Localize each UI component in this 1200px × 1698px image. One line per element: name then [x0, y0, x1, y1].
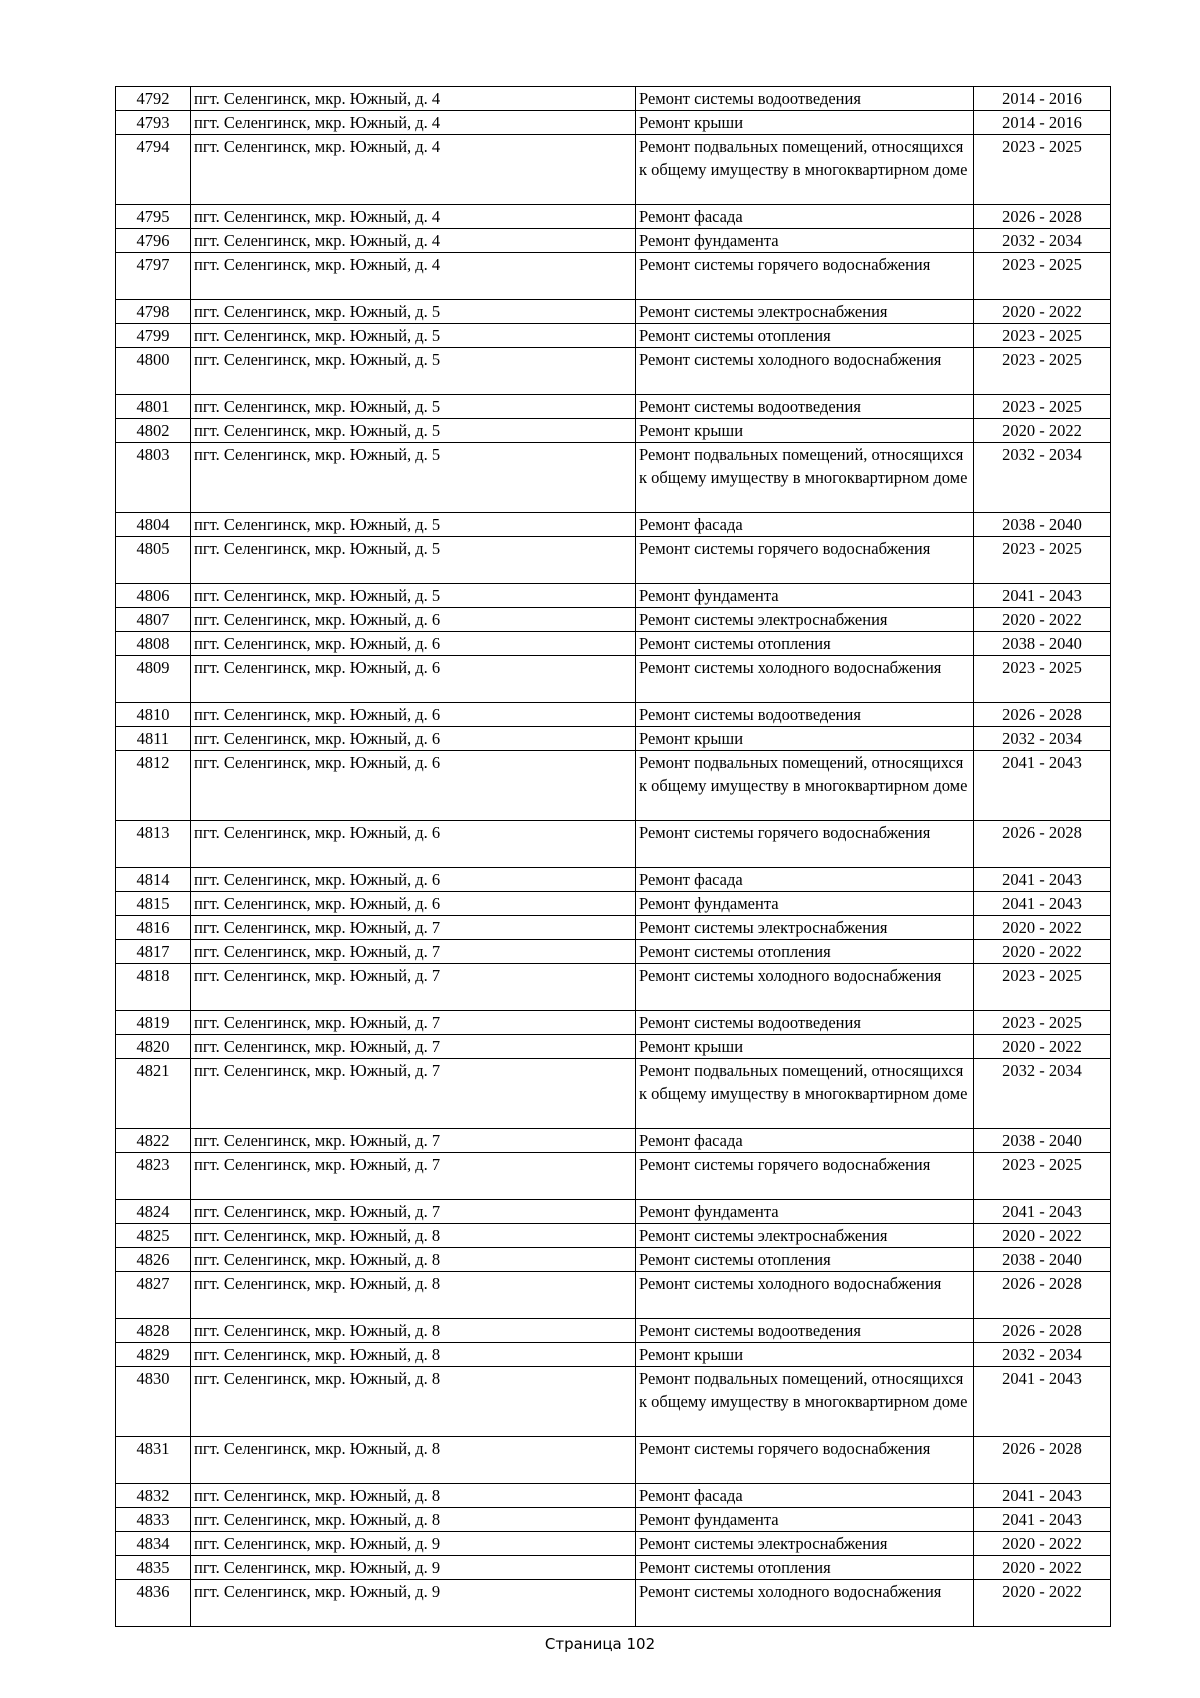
row-number-cell: 4812 — [116, 751, 191, 821]
table-row — [116, 964, 1111, 1011]
row-number-cell: 4834 — [116, 1532, 191, 1556]
row-number-cell: 4792 — [116, 87, 191, 111]
address-cell: пгт. Селенгинск, мкр. Южный, д. 6 — [191, 703, 636, 727]
address-cell: пгт. Селенгинск, мкр. Южный, д. 7 — [191, 1129, 636, 1153]
table-row — [116, 253, 1111, 300]
repair-schedule-table — [115, 86, 1111, 1627]
row-number-cell: 4800 — [116, 348, 191, 395]
period-cell: 2026 - 2028 — [974, 703, 1111, 727]
work-type-cell: Ремонт системы холодного водоснабжения — [636, 1272, 974, 1319]
row-number-cell: 4827 — [116, 1272, 191, 1319]
table-row — [116, 1580, 1111, 1627]
row-number-cell: 4831 — [116, 1437, 191, 1484]
work-type-cell: Ремонт системы горячего водоснабжения — [636, 253, 974, 300]
period-cell: 2038 - 2040 — [974, 1129, 1111, 1153]
row-number-cell: 4810 — [116, 703, 191, 727]
work-type-cell: Ремонт системы электроснабжения — [636, 300, 974, 324]
row-number-cell: 4817 — [116, 940, 191, 964]
work-type-cell: Ремонт системы отопления — [636, 1556, 974, 1580]
work-type-cell: Ремонт системы холодного водоснабжения — [636, 1580, 974, 1627]
period-cell: 2032 - 2034 — [974, 1343, 1111, 1367]
table-row — [116, 821, 1111, 868]
table-row — [116, 229, 1111, 253]
row-number-cell: 4836 — [116, 1580, 191, 1627]
table-row — [116, 300, 1111, 324]
work-type-cell: Ремонт системы отопления — [636, 632, 974, 656]
table-row — [116, 111, 1111, 135]
period-cell: 2020 - 2022 — [974, 940, 1111, 964]
address-cell: пгт. Селенгинск, мкр. Южный, д. 8 — [191, 1319, 636, 1343]
address-cell: пгт. Селенгинск, мкр. Южный, д. 4 — [191, 229, 636, 253]
table-row — [116, 727, 1111, 751]
address-cell: пгт. Селенгинск, мкр. Южный, д. 4 — [191, 253, 636, 300]
table-row — [116, 205, 1111, 229]
work-type-cell: Ремонт фасада — [636, 205, 974, 229]
work-type-cell: Ремонт фасада — [636, 1484, 974, 1508]
address-cell: пгт. Селенгинск, мкр. Южный, д. 6 — [191, 632, 636, 656]
table-row — [116, 1437, 1111, 1484]
period-cell: 2023 - 2025 — [974, 656, 1111, 703]
table-row — [116, 1508, 1111, 1532]
work-type-cell: Ремонт системы электроснабжения — [636, 1224, 974, 1248]
row-number-cell: 4804 — [116, 513, 191, 537]
row-number-cell: 4832 — [116, 1484, 191, 1508]
row-number-cell: 4824 — [116, 1200, 191, 1224]
table-row — [116, 703, 1111, 727]
period-cell: 2032 - 2034 — [974, 229, 1111, 253]
row-number-cell: 4816 — [116, 916, 191, 940]
table-row — [116, 324, 1111, 348]
address-cell: пгт. Селенгинск, мкр. Южный, д. 7 — [191, 1059, 636, 1129]
period-cell: 2023 - 2025 — [974, 537, 1111, 584]
row-number-cell: 4821 — [116, 1059, 191, 1129]
address-cell: пгт. Селенгинск, мкр. Южный, д. 4 — [191, 205, 636, 229]
period-cell: 2023 - 2025 — [974, 1011, 1111, 1035]
table-row — [116, 916, 1111, 940]
period-cell: 2020 - 2022 — [974, 1224, 1111, 1248]
row-number-cell: 4818 — [116, 964, 191, 1011]
address-cell: пгт. Селенгинск, мкр. Южный, д. 8 — [191, 1367, 636, 1437]
address-cell: пгт. Селенгинск, мкр. Южный, д. 4 — [191, 111, 636, 135]
row-number-cell: 4835 — [116, 1556, 191, 1580]
table-row — [116, 1248, 1111, 1272]
work-type-cell: Ремонт подвальных помещений, относящихся к общему имуществу в многоквартирном доме — [636, 1367, 974, 1437]
row-number-cell: 4825 — [116, 1224, 191, 1248]
work-type-cell: Ремонт системы электроснабжения — [636, 916, 974, 940]
table-row — [116, 1129, 1111, 1153]
address-cell: пгт. Селенгинск, мкр. Южный, д. 6 — [191, 727, 636, 751]
period-cell: 2023 - 2025 — [974, 348, 1111, 395]
work-type-cell: Ремонт крыши — [636, 1035, 974, 1059]
period-cell: 2038 - 2040 — [974, 632, 1111, 656]
row-number-cell: 4794 — [116, 135, 191, 205]
row-number-cell: 4805 — [116, 537, 191, 584]
address-cell: пгт. Селенгинск, мкр. Южный, д. 7 — [191, 916, 636, 940]
address-cell: пгт. Селенгинск, мкр. Южный, д. 6 — [191, 868, 636, 892]
address-cell: пгт. Селенгинск, мкр. Южный, д. 8 — [191, 1272, 636, 1319]
work-type-cell: Ремонт фасада — [636, 1129, 974, 1153]
row-number-cell: 4801 — [116, 395, 191, 419]
table-row — [116, 1367, 1111, 1437]
table-row — [116, 1035, 1111, 1059]
period-cell: 2020 - 2022 — [974, 608, 1111, 632]
address-cell: пгт. Селенгинск, мкр. Южный, д. 5 — [191, 513, 636, 537]
address-cell: пгт. Селенгинск, мкр. Южный, д. 8 — [191, 1484, 636, 1508]
row-number-cell: 4797 — [116, 253, 191, 300]
work-type-cell: Ремонт системы электроснабжения — [636, 608, 974, 632]
period-cell: 2020 - 2022 — [974, 1580, 1111, 1627]
row-number-cell: 4814 — [116, 868, 191, 892]
row-number-cell: 4828 — [116, 1319, 191, 1343]
address-cell: пгт. Селенгинск, мкр. Южный, д. 7 — [191, 1011, 636, 1035]
table-row — [116, 940, 1111, 964]
address-cell: пгт. Селенгинск, мкр. Южный, д. 6 — [191, 751, 636, 821]
row-number-cell: 4822 — [116, 1129, 191, 1153]
row-number-cell: 4820 — [116, 1035, 191, 1059]
row-number-cell: 4808 — [116, 632, 191, 656]
address-cell: пгт. Селенгинск, мкр. Южный, д. 7 — [191, 964, 636, 1011]
table-row — [116, 868, 1111, 892]
work-type-cell: Ремонт системы горячего водоснабжения — [636, 537, 974, 584]
row-number-cell: 4798 — [116, 300, 191, 324]
work-type-cell: Ремонт системы холодного водоснабжения — [636, 656, 974, 703]
period-cell: 2020 - 2022 — [974, 1556, 1111, 1580]
period-cell: 2041 - 2043 — [974, 1484, 1111, 1508]
address-cell: пгт. Селенгинск, мкр. Южный, д. 5 — [191, 443, 636, 513]
work-type-cell: Ремонт системы электроснабжения — [636, 1532, 974, 1556]
work-type-cell: Ремонт фундамента — [636, 229, 974, 253]
work-type-cell: Ремонт системы водоотведения — [636, 87, 974, 111]
table-row — [116, 1224, 1111, 1248]
table-row — [116, 608, 1111, 632]
row-number-cell: 4823 — [116, 1153, 191, 1200]
work-type-cell: Ремонт системы отопления — [636, 1248, 974, 1272]
table-row — [116, 1059, 1111, 1129]
address-cell: пгт. Селенгинск, мкр. Южный, д. 5 — [191, 537, 636, 584]
table-row — [116, 751, 1111, 821]
row-number-cell: 4811 — [116, 727, 191, 751]
period-cell: 2026 - 2028 — [974, 821, 1111, 868]
period-cell: 2032 - 2034 — [974, 1059, 1111, 1129]
work-type-cell: Ремонт системы водоотведения — [636, 1319, 974, 1343]
address-cell: пгт. Селенгинск, мкр. Южный, д. 4 — [191, 135, 636, 205]
period-cell: 2038 - 2040 — [974, 1248, 1111, 1272]
address-cell: пгт. Селенгинск, мкр. Южный, д. 7 — [191, 940, 636, 964]
period-cell: 2041 - 2043 — [974, 892, 1111, 916]
period-cell: 2020 - 2022 — [974, 916, 1111, 940]
table-row — [116, 395, 1111, 419]
work-type-cell: Ремонт системы водоотведения — [636, 703, 974, 727]
period-cell: 2023 - 2025 — [974, 395, 1111, 419]
table-row — [116, 1153, 1111, 1200]
address-cell: пгт. Селенгинск, мкр. Южный, д. 5 — [191, 300, 636, 324]
table-row — [116, 656, 1111, 703]
row-number-cell: 4809 — [116, 656, 191, 703]
address-cell: пгт. Селенгинск, мкр. Южный, д. 8 — [191, 1343, 636, 1367]
table-row — [116, 1200, 1111, 1224]
address-cell: пгт. Селенгинск, мкр. Южный, д. 7 — [191, 1200, 636, 1224]
table-row — [116, 443, 1111, 513]
table-row — [116, 1556, 1111, 1580]
row-number-cell: 4819 — [116, 1011, 191, 1035]
table-row — [116, 1532, 1111, 1556]
row-number-cell: 4793 — [116, 111, 191, 135]
period-cell: 2041 - 2043 — [974, 1367, 1111, 1437]
address-cell: пгт. Селенгинск, мкр. Южный, д. 4 — [191, 87, 636, 111]
address-cell: пгт. Селенгинск, мкр. Южный, д. 9 — [191, 1556, 636, 1580]
period-cell: 2020 - 2022 — [974, 300, 1111, 324]
row-number-cell: 4802 — [116, 419, 191, 443]
table-row — [116, 87, 1111, 111]
period-cell: 2041 - 2043 — [974, 1508, 1111, 1532]
work-type-cell: Ремонт фундамента — [636, 1508, 974, 1532]
period-cell: 2014 - 2016 — [974, 87, 1111, 111]
period-cell: 2041 - 2043 — [974, 868, 1111, 892]
period-cell: 2023 - 2025 — [974, 964, 1111, 1011]
row-number-cell: 4829 — [116, 1343, 191, 1367]
work-type-cell: Ремонт подвальных помещений, относящихся к общему имуществу в многоквартирном доме — [636, 443, 974, 513]
table-row — [116, 892, 1111, 916]
work-type-cell: Ремонт системы водоотведения — [636, 1011, 974, 1035]
period-cell: 2020 - 2022 — [974, 419, 1111, 443]
period-cell: 2023 - 2025 — [974, 253, 1111, 300]
address-cell: пгт. Селенгинск, мкр. Южный, д. 9 — [191, 1580, 636, 1627]
work-type-cell: Ремонт крыши — [636, 1343, 974, 1367]
work-type-cell: Ремонт фундамента — [636, 1200, 974, 1224]
work-type-cell: Ремонт системы горячего водоснабжения — [636, 1153, 974, 1200]
period-cell: 2041 - 2043 — [974, 584, 1111, 608]
work-type-cell: Ремонт крыши — [636, 419, 974, 443]
work-type-cell: Ремонт системы горячего водоснабжения — [636, 821, 974, 868]
table-row — [116, 1343, 1111, 1367]
table-row — [116, 1011, 1111, 1035]
period-cell: 2023 - 2025 — [974, 135, 1111, 205]
table-body — [116, 87, 1111, 1627]
period-cell: 2026 - 2028 — [974, 205, 1111, 229]
address-cell: пгт. Селенгинск, мкр. Южный, д. 8 — [191, 1248, 636, 1272]
table-row — [116, 1272, 1111, 1319]
address-cell: пгт. Селенгинск, мкр. Южный, д. 6 — [191, 656, 636, 703]
work-type-cell: Ремонт фасада — [636, 513, 974, 537]
address-cell: пгт. Селенгинск, мкр. Южный, д. 5 — [191, 348, 636, 395]
row-number-cell: 4795 — [116, 205, 191, 229]
table-row — [116, 348, 1111, 395]
work-type-cell: Ремонт системы горячего водоснабжения — [636, 1437, 974, 1484]
row-number-cell: 4815 — [116, 892, 191, 916]
period-cell: 2023 - 2025 — [974, 1153, 1111, 1200]
work-type-cell: Ремонт системы отопления — [636, 940, 974, 964]
address-cell: пгт. Селенгинск, мкр. Южный, д. 6 — [191, 821, 636, 868]
address-cell: пгт. Селенгинск, мкр. Южный, д. 9 — [191, 1532, 636, 1556]
period-cell: 2020 - 2022 — [974, 1035, 1111, 1059]
work-type-cell: Ремонт фундамента — [636, 584, 974, 608]
row-number-cell: 4806 — [116, 584, 191, 608]
period-cell: 2038 - 2040 — [974, 513, 1111, 537]
period-cell: 2020 - 2022 — [974, 1532, 1111, 1556]
work-type-cell: Ремонт крыши — [636, 727, 974, 751]
table-row — [116, 584, 1111, 608]
address-cell: пгт. Селенгинск, мкр. Южный, д. 6 — [191, 892, 636, 916]
address-cell: пгт. Селенгинск, мкр. Южный, д. 6 — [191, 608, 636, 632]
table-row — [116, 1484, 1111, 1508]
work-type-cell: Ремонт системы отопления — [636, 324, 974, 348]
row-number-cell: 4796 — [116, 229, 191, 253]
address-cell: пгт. Селенгинск, мкр. Южный, д. 5 — [191, 584, 636, 608]
work-type-cell: Ремонт крыши — [636, 111, 974, 135]
period-cell: 2026 - 2028 — [974, 1437, 1111, 1484]
table-row — [116, 632, 1111, 656]
address-cell: пгт. Селенгинск, мкр. Южный, д. 8 — [191, 1224, 636, 1248]
row-number-cell: 4826 — [116, 1248, 191, 1272]
work-type-cell: Ремонт фундамента — [636, 892, 974, 916]
period-cell: 2014 - 2016 — [974, 111, 1111, 135]
work-type-cell: Ремонт подвальных помещений, относящихся к общему имуществу в многоквартирном доме — [636, 751, 974, 821]
table-row — [116, 135, 1111, 205]
period-cell: 2041 - 2043 — [974, 751, 1111, 821]
work-type-cell: Ремонт системы водоотведения — [636, 395, 974, 419]
row-number-cell: 4833 — [116, 1508, 191, 1532]
row-number-cell: 4830 — [116, 1367, 191, 1437]
period-cell: 2032 - 2034 — [974, 727, 1111, 751]
row-number-cell: 4807 — [116, 608, 191, 632]
row-number-cell: 4803 — [116, 443, 191, 513]
table-row — [116, 537, 1111, 584]
table-row — [116, 419, 1111, 443]
table-row — [116, 1319, 1111, 1343]
work-type-cell: Ремонт подвальных помещений, относящихся к общему имуществу в многоквартирном доме — [636, 1059, 974, 1129]
work-type-cell: Ремонт системы холодного водоснабжения — [636, 348, 974, 395]
row-number-cell: 4799 — [116, 324, 191, 348]
period-cell: 2023 - 2025 — [974, 324, 1111, 348]
address-cell: пгт. Селенгинск, мкр. Южный, д. 7 — [191, 1035, 636, 1059]
address-cell: пгт. Селенгинск, мкр. Южный, д. 7 — [191, 1153, 636, 1200]
table-row — [116, 513, 1111, 537]
address-cell: пгт. Селенгинск, мкр. Южный, д. 8 — [191, 1437, 636, 1484]
page-number: Страница 102 — [544, 1635, 656, 1653]
period-cell: 2026 - 2028 — [974, 1272, 1111, 1319]
address-cell: пгт. Селенгинск, мкр. Южный, д. 5 — [191, 324, 636, 348]
work-type-cell: Ремонт фасада — [636, 868, 974, 892]
period-cell: 2041 - 2043 — [974, 1200, 1111, 1224]
work-type-cell: Ремонт системы холодного водоснабжения — [636, 964, 974, 1011]
period-cell: 2032 - 2034 — [974, 443, 1111, 513]
period-cell: 2026 - 2028 — [974, 1319, 1111, 1343]
address-cell: пгт. Селенгинск, мкр. Южный, д. 8 — [191, 1508, 636, 1532]
address-cell: пгт. Селенгинск, мкр. Южный, д. 5 — [191, 419, 636, 443]
work-type-cell: Ремонт подвальных помещений, относящихся к общему имуществу в многоквартирном доме — [636, 135, 974, 205]
row-number-cell: 4813 — [116, 821, 191, 868]
address-cell: пгт. Селенгинск, мкр. Южный, д. 5 — [191, 395, 636, 419]
